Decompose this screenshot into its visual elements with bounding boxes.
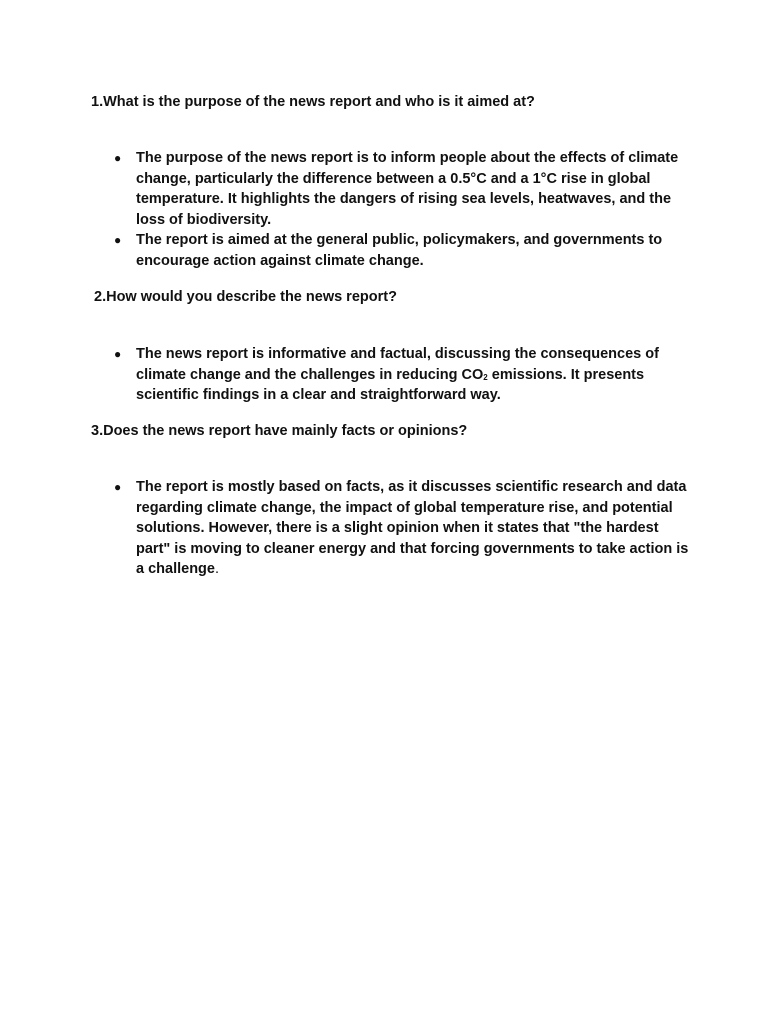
question-2: 2.How would you describe the news report? (94, 289, 397, 305)
answer-text: The purpose of the news report is to inform people about the effects of climate change, particularly the difference between a 0.5°C and a 1°C rise in global temperature. It highlights the dangers of rising sea levels, heatwaves, and the loss of biodiversity. (136, 150, 679, 228)
list-item (114, 344, 696, 406)
list-item (114, 230, 696, 271)
bullet-icon: ● (114, 347, 122, 361)
question-1: 1.What is the purpose of the news report and who is it aimed at? (91, 94, 535, 110)
question-3: 3.Does the news report have mainly facts or opinions? (91, 423, 468, 439)
answer-list-2 (114, 344, 696, 406)
bullet-icon: ● (114, 151, 122, 165)
answer-text-continued: emissions. It presents scientific findings in a clear and straightforward way. (136, 366, 645, 404)
answer-text: The report is mostly based on facts, as it discusses scientific research and data regarding climate change, the impact of global temperature rise, and potential solutions. However, there is a slight opinion when it states that "the hardest part" is moving to cleaner energy and that forcing governments to take action is a challenge (136, 479, 689, 578)
answer-text: The report is aimed at the general public, policymakers, and governments to encourage action against climate change. (136, 232, 663, 269)
bullet-icon: ● (114, 233, 122, 248)
bullet-icon: ● (114, 480, 122, 494)
answer-list-3 (114, 477, 696, 580)
list-item (114, 477, 696, 580)
answer-text: The news report is informative and factual, discussing the consequences of climate change and the challenges in reducing CO (136, 346, 659, 383)
list-item (114, 148, 696, 230)
subscript-text: 2 (483, 372, 488, 382)
answer-trailing-period: . (214, 561, 220, 578)
answer-list-1 (114, 148, 696, 272)
